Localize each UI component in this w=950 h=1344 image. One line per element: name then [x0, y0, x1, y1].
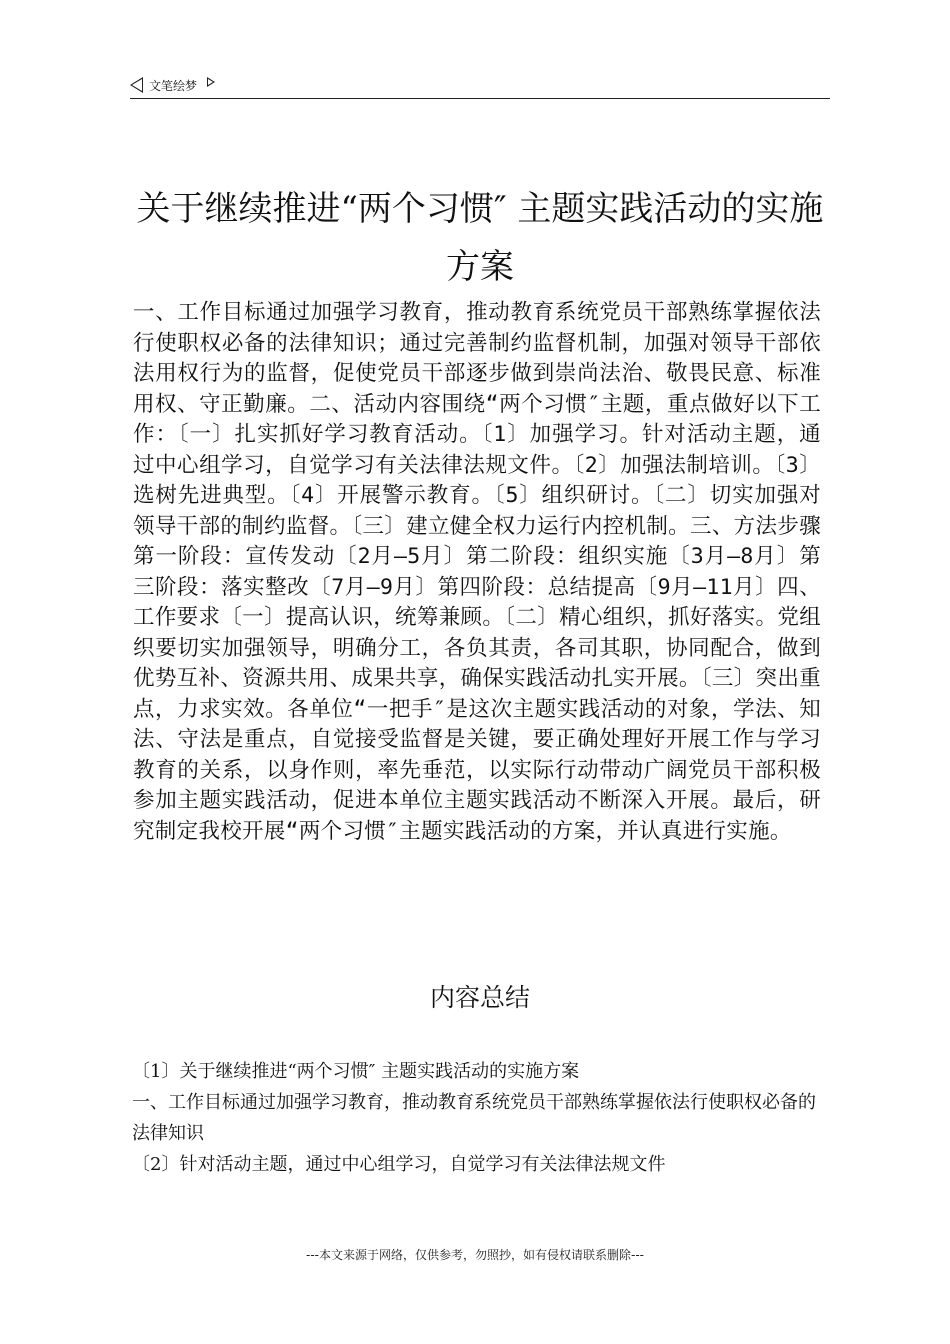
summary-item: 〔2〕针对活动主题，通过中心组学习，自觉学习有关法律法规文件: [132, 1154, 666, 1175]
page-header: [130, 72, 830, 99]
document-title: 关于继续推进“两个习惯″ 主题实践活动的实施方案: [136, 189, 824, 287]
triangle-left-outline-icon: [130, 77, 143, 93]
summary-list: [132, 1056, 822, 1180]
header-brand: 文笔绘梦: [149, 78, 198, 93]
summary-item: 〔1〕关于继续推进“两个习惯″ 主题实践活动的实施方案: [132, 1061, 580, 1082]
document-body: 一、工作目标通过加强学习教育，推动教育系统党员干部熟练掌握依法行使职权必备的法律知识；通过完善制约监督机制，加强对领导干部依法用权行为的监督，促使党员干部逐步做到崇尚法治、敬畏民意、标准用权、守正勤廉。二、活动内容围绕“两个习惯″主题，重点做好以下工作：〔一〕扎实抓好学习教育活动。〔1〕加强学习。针对活动主题，通过中心组学习，自觉学习有关法律法规文件。〔2〕加强法制培训。〔3〕选树先进典型。〔4〕开展警示教育。〔5〕组织研讨。〔二〕切实加强对领导干部的制约监督。〔三〕建立健全权力运行内控机制。三、方法步骤第一阶段：宣传发动〔2月—5月〕第二阶段：组织实施〔3月—8月〕第三阶段：落实整改〔7月—9月〕第四阶段：总结提高〔9月—11月〕四、工作要求〔一〕提高认识，统筹兼顾。〔二〕精心组织，抓好落实。党组织要切实加强领导，明确分工，各负其责，各司其职，协同配合，做到优势互补、资源共用、成果共享，确保实践活动扎实开展。〔三〕突出重点，力求实效。各单位“一把手″是这次主题实践活动的对象，学法、知法、守法是重点，自觉接受监督是关键，要正确处理好开展工作与学习教育的关系，以身作则，率先垂范，以实际行动带动广阔党员干部积极参加主题实践活动，促进本单位主题实践活动不断深入开展。最后，研究制定我校开展“两个习惯″主题实践活动的方案，并认真进行实施。: [133, 300, 821, 844]
summary-item: 一、工作目标通过加强学习教育，推动教育系统党员干部熟练掌握依法行使职权必备的法律知识: [132, 1092, 816, 1144]
footer-notice: ---本文来源于网络，仅供参考，勿照抄，如有侵权请联系删除---: [306, 1248, 644, 1262]
summary-heading: 内容总结: [429, 983, 530, 1012]
triangle-right-outline-icon: [207, 77, 215, 87]
